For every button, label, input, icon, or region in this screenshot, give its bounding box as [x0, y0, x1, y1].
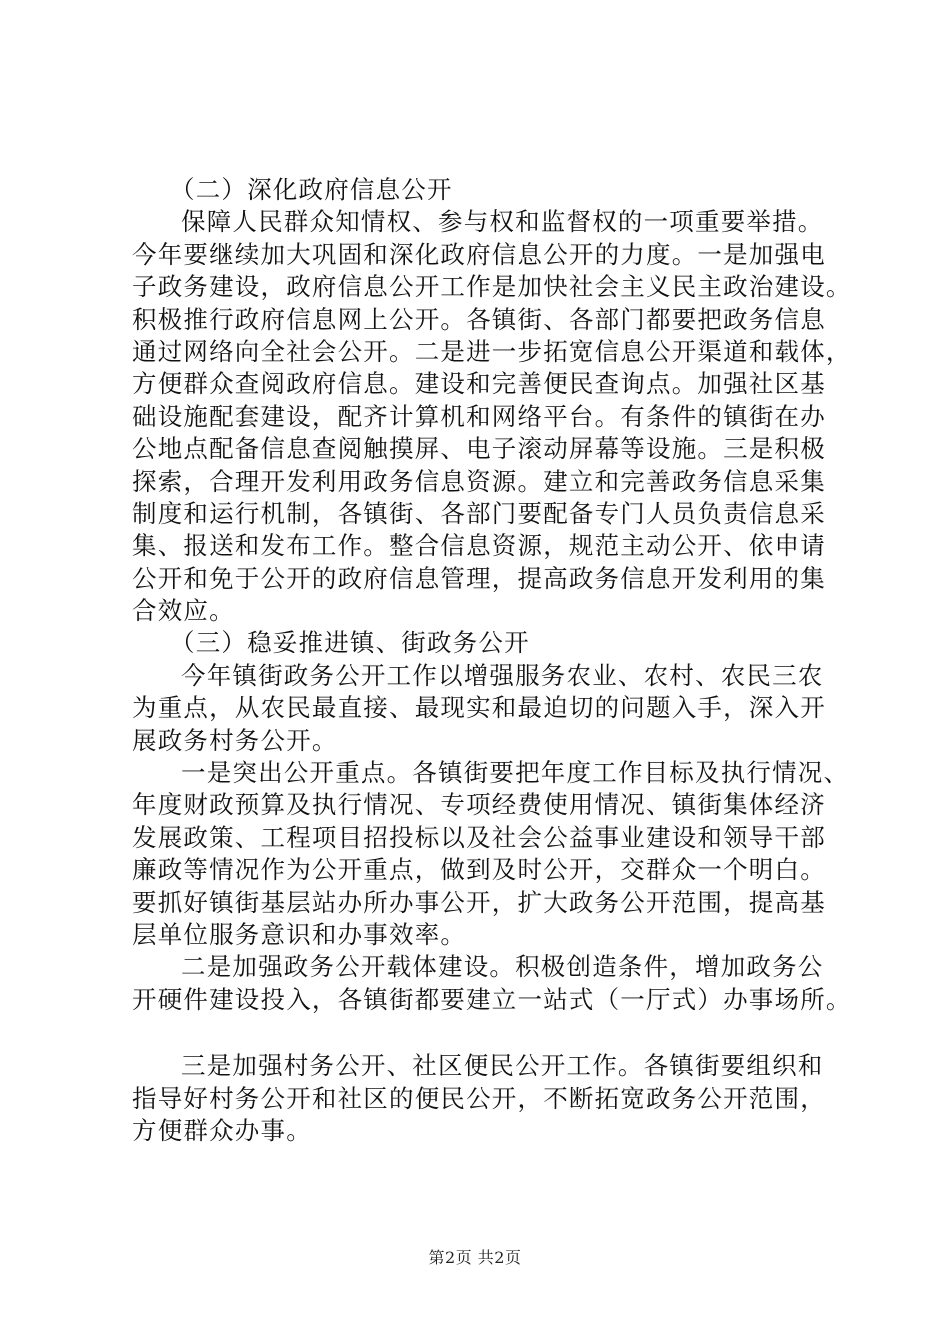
- paragraph-line: 保障人民群众知情权、参与权和监督权的一项重要举措。: [181, 207, 824, 237]
- paragraph-line: 层单位服务意识和办事效率。: [132, 919, 467, 949]
- paragraph: [132, 757, 850, 951]
- paragraph-line: 集、报送和发布工作。整合信息资源，规范主动公开、依申请: [132, 531, 826, 561]
- paragraph-line: 发展政策、工程项目招投标以及社会公益事业建设和领导干部: [132, 822, 826, 852]
- paragraph-line: 一是突出公开重点。各镇街要把年度工作目标及执行情况、: [181, 758, 850, 788]
- section-heading: （三）稳妥推进镇、街政务公开: [170, 628, 530, 658]
- paragraph-line: 方便群众查阅政府信息。建设和完善便民查询点。加强社区基: [132, 369, 826, 399]
- paragraph-line: 积极推行政府信息网上公开。各镇街、各部门都要把政务信息: [132, 304, 826, 334]
- paragraph-line: 探索，合理开发利用政务信息资源。建立和完善政务信息采集: [132, 466, 826, 496]
- paragraph: [132, 660, 832, 757]
- page-number-footer: 第2页 共2页: [428, 1248, 522, 1267]
- document-body: [132, 174, 852, 1147]
- paragraph-line: 公开和免于公开的政府信息管理，提高政务信息开发利用的集: [132, 563, 826, 593]
- blank-line: [132, 1016, 832, 1050]
- paragraph: [132, 951, 852, 1016]
- paragraph-line: 二是加强政务公开载体建设。积极创造条件，增加政务公: [181, 952, 824, 982]
- paragraph-line: 要抓好镇街基层站办所办事公开，扩大政务公开范围，提高基: [132, 887, 826, 917]
- paragraph-line: 年度财政预算及执行情况、专项经费使用情况、镇街集体经济: [132, 790, 826, 820]
- paragraph-line: 展政务村务公开。: [132, 725, 338, 755]
- paragraph-line: 指导好村务公开和社区的便民公开，不断拓宽政务公开范围，: [132, 1083, 826, 1113]
- paragraph-line: 合效应。: [132, 596, 235, 626]
- paragraph-line: 子政务建设，政府信息公开工作是加快社会主义民主政治建设。: [132, 272, 852, 302]
- paragraph-line: 公地点配备信息查阅触摸屏、电子滚动屏幕等设施。三是积极: [132, 434, 826, 464]
- paragraph-line: 通过网络向全社会公开。二是进一步拓宽信息公开渠道和载体，: [132, 336, 852, 366]
- paragraph-line: 制度和运行机制，各镇街、各部门要配备专门人员负责信息采: [132, 498, 826, 528]
- paragraph-line: 方便群众办事。: [132, 1115, 312, 1145]
- paragraph: [132, 1050, 832, 1147]
- paragraph-line: 础设施配套建设，配齐计算机和网络平台。有条件的镇街在办: [132, 401, 826, 431]
- paragraph-line: 廉政等情况作为公开重点，做到及时公开，交群众一个明白。: [132, 855, 826, 885]
- section-heading: （二）深化政府信息公开: [170, 175, 453, 204]
- paragraph-line: 今年镇街政务公开工作以增强服务农业、农村、农民三农: [181, 660, 824, 690]
- paragraph-line: 为重点，从农民最直接、最现实和最迫切的问题入手，深入开: [132, 693, 826, 723]
- paragraph: [132, 206, 852, 627]
- paragraph-line: 三是加强村务公开、社区便民公开工作。各镇街要组织和: [181, 1051, 824, 1081]
- paragraph-line: 开硬件建设投入，各镇街都要建立一站式（一厅式）办事场所。: [132, 984, 852, 1014]
- paragraph-line: 今年要继续加大巩固和深化政府信息公开的力度。一是加强电: [132, 239, 826, 269]
